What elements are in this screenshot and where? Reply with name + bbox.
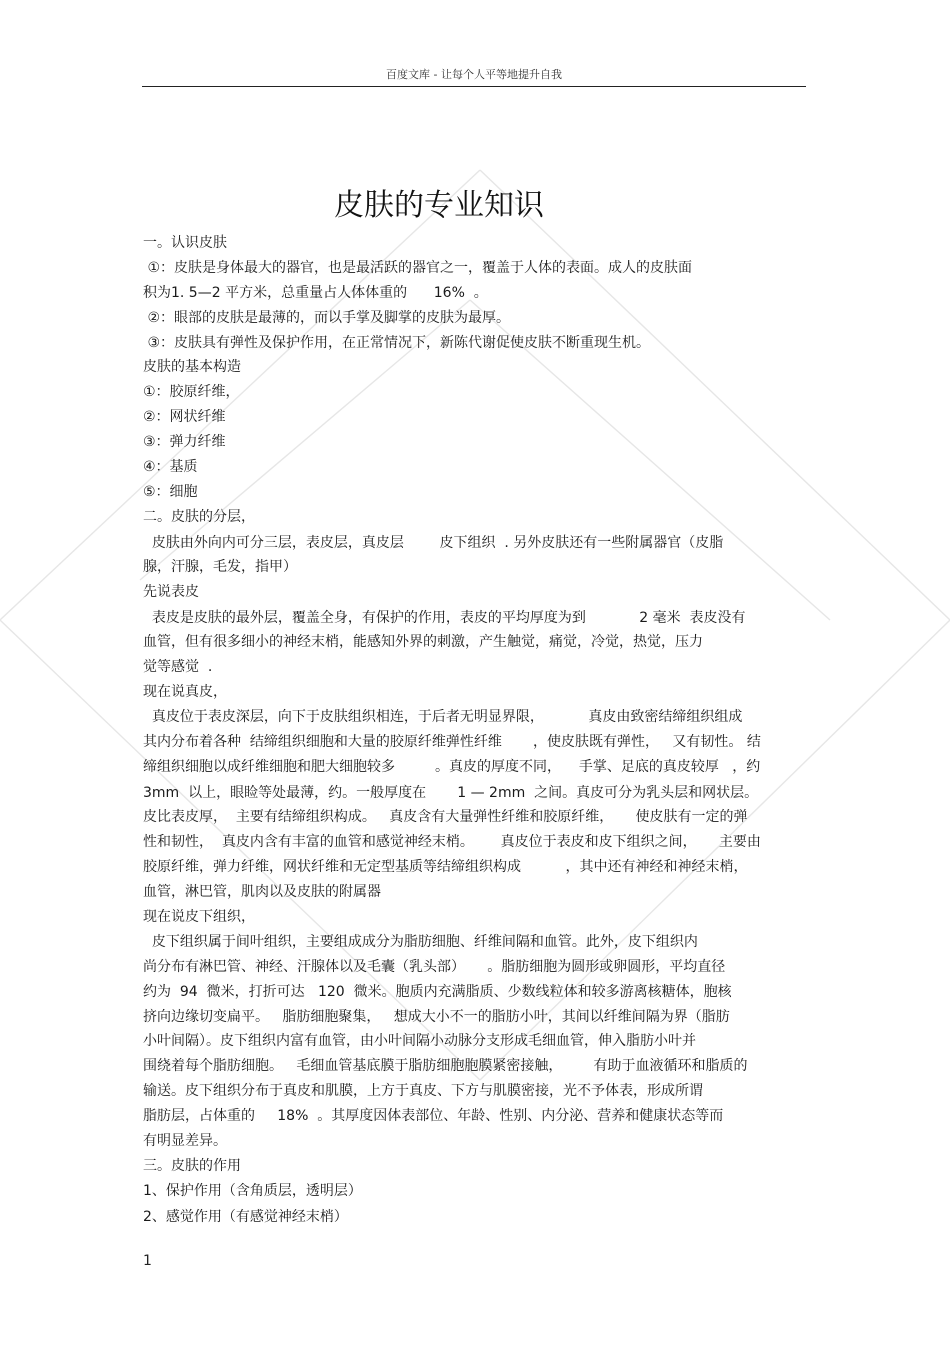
body-line: 积为1. 5—2 平方米，总重量占人体体重的 16% 。	[143, 285, 488, 301]
body-line: 表皮是皮肤的最外层，覆盖全身，有保护的作用，表皮的平均厚度为到 2 毫米 表皮没有	[143, 610, 746, 626]
body-line: 1、保护作用（含角质层，透明层）	[143, 1183, 362, 1199]
body-line: 约为 94 微米，打折可达 120 微米。胞质内充满脂质、少数线粒体和较多游离核糖体，胞核	[143, 984, 732, 1000]
body-line: 现在说皮下组织，	[143, 909, 255, 925]
body-line: 一。认识皮肤	[143, 235, 227, 251]
body-line: 性和韧性， 真皮内含有丰富的血管和感觉神经末梢。 真皮位于表皮和皮下组织之间， 主要由	[143, 834, 761, 850]
body-line: ③：弹力纤维	[143, 434, 226, 450]
body-line: 其内分布着各种 结缔组织细胞和大量的胶原纤维弹性纤维 ，使皮肤既有弹性， 又有韧性。 结	[143, 734, 761, 750]
body-line: 三。皮肤的作用	[143, 1158, 241, 1174]
body-line: 皮肤的基本构造	[143, 359, 241, 375]
body-line: 尚分布有淋巴管、神经、汗腺体以及毛囊（乳头部） 。脂肪细胞为圆形或卵圆形，平均直径	[143, 959, 726, 975]
body-line: 现在说真皮，	[143, 684, 227, 700]
body-line: ①：皮肤是身体最大的器官，也是最活跃的器官之一，覆盖于人体的表面。成人的皮肤面	[143, 260, 692, 276]
body-line: ⑤：细胞	[143, 484, 198, 500]
body-line: ②：眼部的皮肤是最薄的，而以手掌及脚掌的皮肤为最厚。	[143, 310, 510, 326]
body-line: 小叶间隔）。皮下组织内富有血管，由小叶间隔小动脉分支形成毛细血管，伸入脂肪小叶并	[143, 1033, 696, 1049]
body-line: 3mm 以上，眼睑等处最薄，约。一般厚度在 1 — 2mm 之间。真皮可分为乳头层和网状层。	[143, 785, 759, 801]
page-header: 百度文库 - 让每个人平等地提升自我	[386, 68, 562, 81]
body-line: 二。皮肤的分层，	[143, 509, 255, 525]
body-line: 2、感觉作用（有感觉神经末梢）	[143, 1209, 348, 1225]
body-line: ④：基质	[143, 459, 198, 475]
body-line: 腺，汗腺，毛发，指甲）	[143, 559, 297, 575]
body-line: 皮肤由外向内可分三层，表皮层，真皮层 皮下组织 . 另外皮肤还有一些附属器官（皮脂	[143, 535, 724, 551]
body-line: 先说表皮	[143, 584, 199, 600]
body-line: ③：皮肤具有弹性及保护作用，在正常情况下，新陈代谢促使皮肤不断重现生机。	[143, 335, 650, 351]
body-line: ②：网状纤维	[143, 409, 226, 425]
body-line: 血管，淋巴管，肌肉以及皮肤的附属器	[143, 884, 381, 900]
body-line: 觉等感觉 .	[143, 659, 213, 675]
body-line: ①：胶原纤维，	[143, 384, 240, 400]
page-number: 1	[143, 1253, 152, 1269]
header-divider	[142, 86, 806, 87]
body-line: 缔组织细胞以成纤维细胞和肥大细胞较多 。真皮的厚度不同， 手掌、足底的真皮较厚 ，约	[143, 759, 761, 775]
body-line: 真皮位于表皮深层，向下于皮肤组织相连，于后者无明显界限， 真皮由致密结缔组织组成	[143, 709, 743, 725]
body-line: 血管，但有很多细小的神经末梢，能感知外界的刺激，产生触觉，痛觉，冷觉，热觉，压力	[143, 634, 703, 650]
body-line: 挤向边缘切变扁平。 脂肪细胞聚集， 想成大小不一的脂肪小叶，其间以纤维间隔为界（脂肪	[143, 1009, 730, 1025]
body-line: 皮比表皮厚， 主要有结缔组织构成。 真皮含有大量弹性纤维和胶原纤维， 使皮肤有一定的弹	[143, 809, 748, 825]
body-line: 皮下组织属于间叶组织，主要组成成分为脂肪细胞、纤维间隔和血管。此外，皮下组织内	[143, 934, 698, 950]
body-line: 有明显差异。	[143, 1133, 227, 1149]
body-line: 胶原纤维，弹力纤维，网状纤维和无定型基质等结缔组织构成 ，其中还有神经和神经末梢，	[143, 859, 748, 875]
body-line: 围绕着每个脂肪细胞。 毛细血管基底膜于脂肪细胞胞膜紧密接触， 有助于血液循环和脂质的	[143, 1058, 748, 1074]
body-line: 输送。皮下组织分布于真皮和肌膜，上方于真皮、下方与肌膜密接，光不予体表，形成所谓	[143, 1083, 703, 1099]
body-line: 脂肪层，占体重的 18% 。其厚度因体表部位、年龄、性别、内分泌、营养和健康状态等而	[143, 1108, 724, 1124]
document-title: 皮肤的专业知识	[334, 188, 544, 224]
